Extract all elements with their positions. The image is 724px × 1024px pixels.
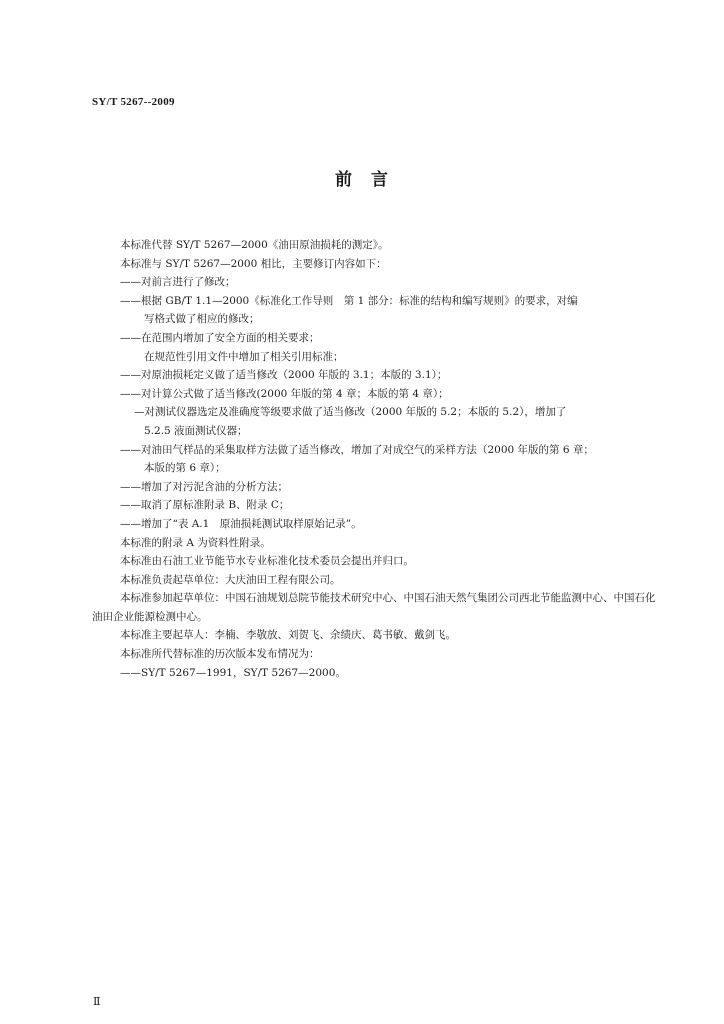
- page-number: Ⅱ: [93, 996, 101, 1008]
- paragraph-line: 本标准负责起草单位：大庆油田工程有限公司。: [120, 573, 341, 586]
- list-item: ——在范围内增加了安全方面的相关要求；: [120, 331, 320, 344]
- list-item-continuation: 写格式做了相应的修改；: [144, 313, 260, 326]
- paragraph-participating-units: 本标准参加起草单位：中国石油规划总院节能技术研究中心、中国石油天然气集团公司西北节能监测中心、中国石化油田企业能源检测中心。: [92, 592, 656, 623]
- list-item: ——对计算公式做了适当修改(2000 年版的第 4 章；本版的第 4 章）；: [120, 387, 449, 400]
- list-item-continuation: 5.2.5 液面测试仪器；: [144, 424, 248, 437]
- list-item: ——取消了原标准附录 B、附录 C；: [120, 499, 290, 512]
- paragraph-line: 本标准与 SY/T 5267—2000 相比，主要修订内容如下：: [120, 257, 387, 270]
- list-item: —对测试仪器选定及准确度等级要求做了适当修改（2000 年版的 5.2；本版的 5.2），增加了: [134, 406, 567, 419]
- paragraph-line: 本标准代替 SY/T 5267—2000《油田原油损耗的测定》。: [120, 239, 389, 251]
- paragraph-line: 本标准所代替标准的历次版本发布情况为：: [120, 648, 320, 661]
- list-item: ——增加了对污泥含油的分析方法；: [120, 480, 288, 493]
- paragraph-line: 本标准由石油工业节能节水专业标准化技术委员会提出并归口。: [120, 555, 414, 568]
- list-item-continuation: 在规范性引用文件中增加了相关引用标准；: [144, 350, 344, 363]
- list-item: ——对前言进行了修改；: [120, 276, 236, 289]
- standard-code-header: SY/T 5267--2009: [92, 96, 175, 108]
- page-title: 前 言: [335, 170, 389, 190]
- list-item: ——增加了“表 A.1 原油损耗测试取样原始记录”。: [120, 517, 362, 530]
- list-item: ——对原油损耗定义做了适当修改（2000 年版的 3.1；本版的 3.1）；: [120, 369, 448, 382]
- list-item: ——根据 GB/T 1.1—2000《标准化工作导则 第 1 部分：标准的结构和编写规则》的要求，对编: [120, 294, 578, 307]
- list-item: ——SY/T 5267—1991，SY/T 5267—2000。: [120, 666, 346, 679]
- list-item: ——对油田气样品的采集取样方法做了适当修改，增加了对成空气的采样方法（2000 年版的第 6 章；: [120, 443, 594, 456]
- paragraph-line: 本标准的附录 A 为资料性附录。: [120, 536, 271, 549]
- foreword-body: [92, 236, 664, 682]
- list-item-continuation: 本版的第 6 章）；: [144, 462, 226, 475]
- paragraph-line: 本标准主要起草人：李楠、李敬放、刘贺飞、余绩庆、葛书敏、戴剑飞。: [120, 629, 456, 642]
